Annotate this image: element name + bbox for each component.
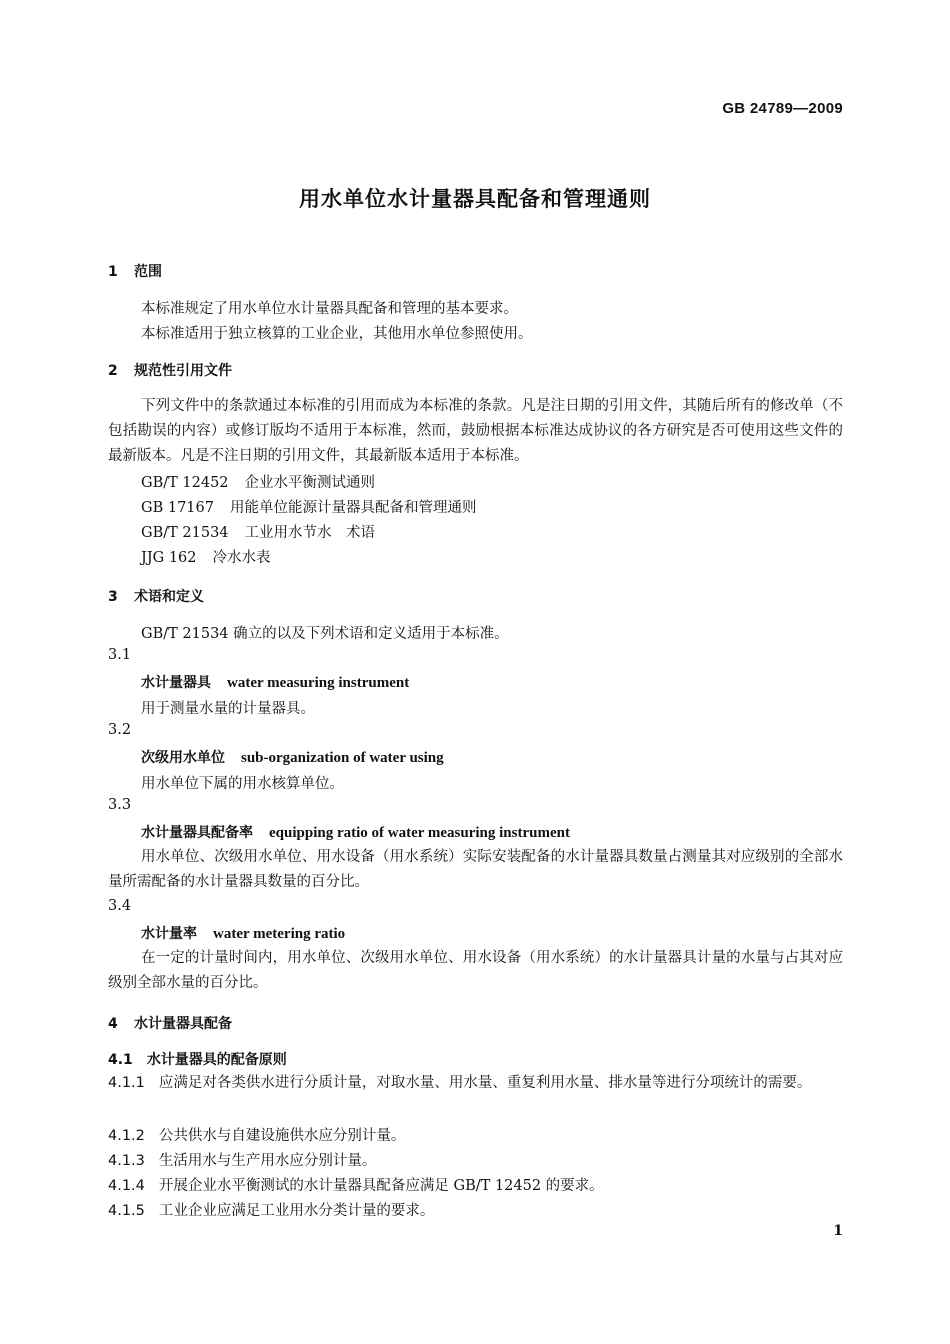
- term-definition: 用水单位下属的用水核算单位。: [141, 776, 344, 792]
- term-number: 3.3: [108, 797, 132, 813]
- section-4-heading: [108, 1013, 232, 1033]
- term-definition: 用水单位、次级用水单位、用水设备（用水系统）实际安装配备的水计量器具数量占测量其对应级别的全部水量所需配备的水计量器具数量的百分比。: [108, 849, 843, 890]
- clause-number: 4.1.1: [108, 1075, 145, 1091]
- clause-text: 工业企业应满足工业用水分类计量的要求。: [158, 1203, 435, 1219]
- term-number: 3.2: [108, 722, 132, 738]
- reference-item: [141, 546, 876, 567]
- clause: [108, 1124, 405, 1145]
- section-number: 4: [108, 1016, 118, 1032]
- term-heading: [141, 923, 345, 943]
- section-title: 规范性引用文件: [134, 363, 232, 379]
- clause-number: 4.1.4: [108, 1178, 145, 1194]
- reference-code: GB 17167: [141, 500, 214, 516]
- term-en: sub-organization of water using: [241, 750, 444, 766]
- normative-references-intro: 下列文件中的条款通过本标准的引用而成为本标准的条款。凡是注日期的引用文件，其随后所有的修改单（不包括勘误的内容）或修订版均不适用于本标准，然而，鼓励根据本标准达成协议的各方研究是否可使用这些文件的最新版本。凡是不注日期的引用文件，其最新版本适用于本标准。: [108, 398, 843, 464]
- term-definition: 用于测量水量的计量器具。: [141, 701, 315, 717]
- clause-text: 应满足对各类供水进行分质计量，对取水量、用水量、重复利用水量、排水量等进行分项统计的需要。: [158, 1075, 812, 1091]
- clause-number: 4.1.5: [108, 1203, 145, 1219]
- section-title: 术语和定义: [134, 589, 204, 605]
- reference-item: [141, 521, 876, 542]
- term-zh: 水计量器具配备率: [141, 825, 253, 841]
- standard-number: GB 24789—2009: [722, 100, 843, 117]
- reference-title: 用能单位能源计量器具配备和管理通则: [229, 500, 477, 516]
- term-number: 3.1: [108, 647, 132, 663]
- term-zh: 水计量率: [141, 926, 197, 942]
- term-en: equipping ratio of water measuring instrument: [269, 825, 570, 841]
- page-number: 1: [833, 1223, 843, 1239]
- clause-number: 4.1.2: [108, 1128, 145, 1144]
- clause-text: 开展企业水平衡测试的水计量器具配备应满足 GB/T 12452 的要求。: [158, 1178, 604, 1194]
- section-1-heading: [108, 261, 162, 281]
- reference-title: 企业水平衡测试通则: [244, 475, 376, 491]
- clause-number: 4.1.3: [108, 1153, 145, 1169]
- reference-code: JJG 162: [141, 550, 197, 566]
- paragraph: 本标准规定了用水单位水计量器具配备和管理的基本要求。: [141, 301, 518, 317]
- clause: [108, 1149, 376, 1170]
- subsection-number: 4.1: [108, 1052, 133, 1068]
- section-number: 2: [108, 363, 118, 379]
- document-title: 用水单位水计量器具配备和管理通则: [299, 187, 651, 211]
- clause-text: 生活用水与生产用水应分别计量。: [158, 1153, 377, 1169]
- section-number: 1: [108, 264, 118, 280]
- section-2-heading: [108, 360, 232, 380]
- term-heading: [141, 822, 570, 842]
- reference-item: [141, 471, 876, 492]
- clause-text: 公共供水与自建设施供水应分别计量。: [158, 1128, 406, 1144]
- reference-code: GB/T 21534: [141, 525, 229, 541]
- clause: [108, 1071, 843, 1096]
- section-number: 3: [108, 589, 118, 605]
- section-title: 范围: [134, 264, 162, 280]
- term-en: water metering ratio: [213, 926, 346, 942]
- paragraph: 本标准适用于独立核算的工业企业，其他用水单位参照使用。: [141, 326, 533, 342]
- reference-title: 冷水水表: [212, 550, 271, 566]
- term-definition: 在一定的计量时间内，用水单位、次级用水单位、用水设备（用水系统）的水计量器具计量的水量与占其对应级别全部水量的百分比。: [108, 950, 843, 991]
- term-number: 3.4: [108, 898, 132, 914]
- reference-item: [141, 496, 876, 517]
- section-title: 水计量器具配备: [134, 1016, 232, 1032]
- reference-title: 工业用水节水 术语: [244, 525, 376, 541]
- term-en: water measuring instrument: [227, 675, 410, 691]
- clause: [108, 1199, 434, 1220]
- terms-intro: GB/T 21534 确立的以及下列术语和定义适用于本标准。: [141, 626, 509, 642]
- subsection-4-1-heading: [108, 1049, 287, 1069]
- clause: [108, 1174, 604, 1195]
- term-heading: [141, 672, 409, 692]
- reference-code: GB/T 12452: [141, 475, 229, 491]
- term-zh: 次级用水单位: [141, 750, 225, 766]
- term-zh: 水计量器具: [141, 675, 211, 691]
- subsection-title: 水计量器具的配备原则: [146, 1052, 287, 1068]
- term-heading: [141, 747, 444, 767]
- section-3-heading: [108, 586, 204, 606]
